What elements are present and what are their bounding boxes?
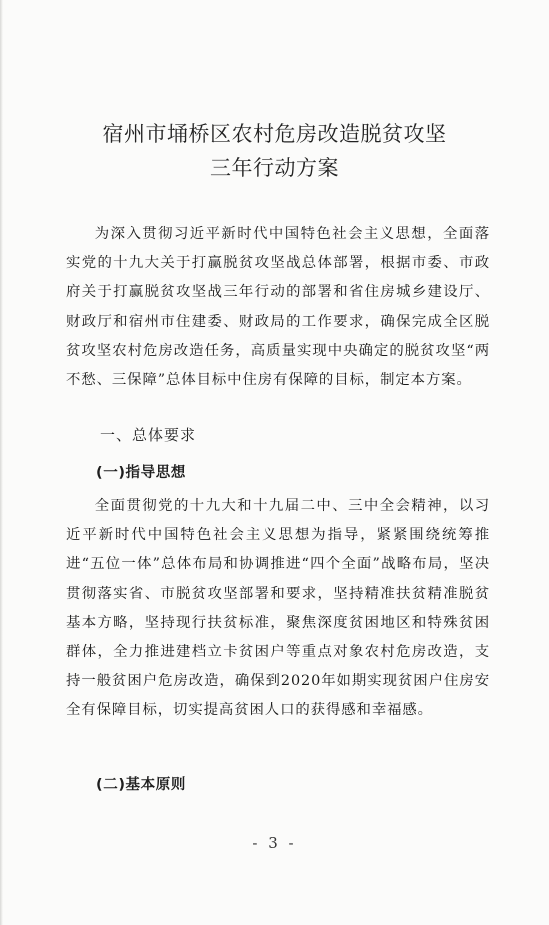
document-title-line-2: 三年行动方案 <box>210 156 339 180</box>
page-number: - 3 - <box>252 834 297 852</box>
subsection-heading-guiding-ideology: (一)指导思想 <box>96 465 186 481</box>
section-heading-overall-requirements: 一、总体要求 <box>100 426 197 444</box>
document-title-line-1: 宿州市埇桥区农村危房改造脱贫攻坚 <box>102 122 447 146</box>
subsection-heading-basic-principles: (二)基本原则 <box>96 777 186 793</box>
intro-paragraph: 为深入贯彻习近平新时代中国特色社会主义思想，全面落实党的十九大关于打赢脱贫攻坚战总体部署，根据市委、市政府关于打赢脱贫攻坚战三年行动的部署和省住房城乡建设厅、财政厅和宿州市住建委、财政局的工作要求，确保完成全区脱贫攻坚农村危房改造任务，高质量实现中央确定的脱贫攻坚“两不愁、三保障”总体目标中住房有保障的目标，制定本方案。 <box>66 226 490 389</box>
guiding-ideology-paragraph: 全面贯彻党的十九大和十九届二中、三中全会精神，以习近平新时代中国特色社会主义思想为指导，紧紧围绕统筹推进“五位一体”总体布局和协调推进“四个全面”战略布局，坚决贯彻落实省、市脱贫攻坚部署和要求，坚持精准扶贫精准脱贫基本方略，坚持现行扶贫标准，聚焦深度贫困地区和特殊贫困群体，全力推进建档立卡贫困户等重点对象农村危房改造，支持一般贫困户危房改造，确保到2020年如期实现贫困户住房安全有保障目标，切实提高贫困人口的获得感和幸福感。 <box>66 498 490 719</box>
